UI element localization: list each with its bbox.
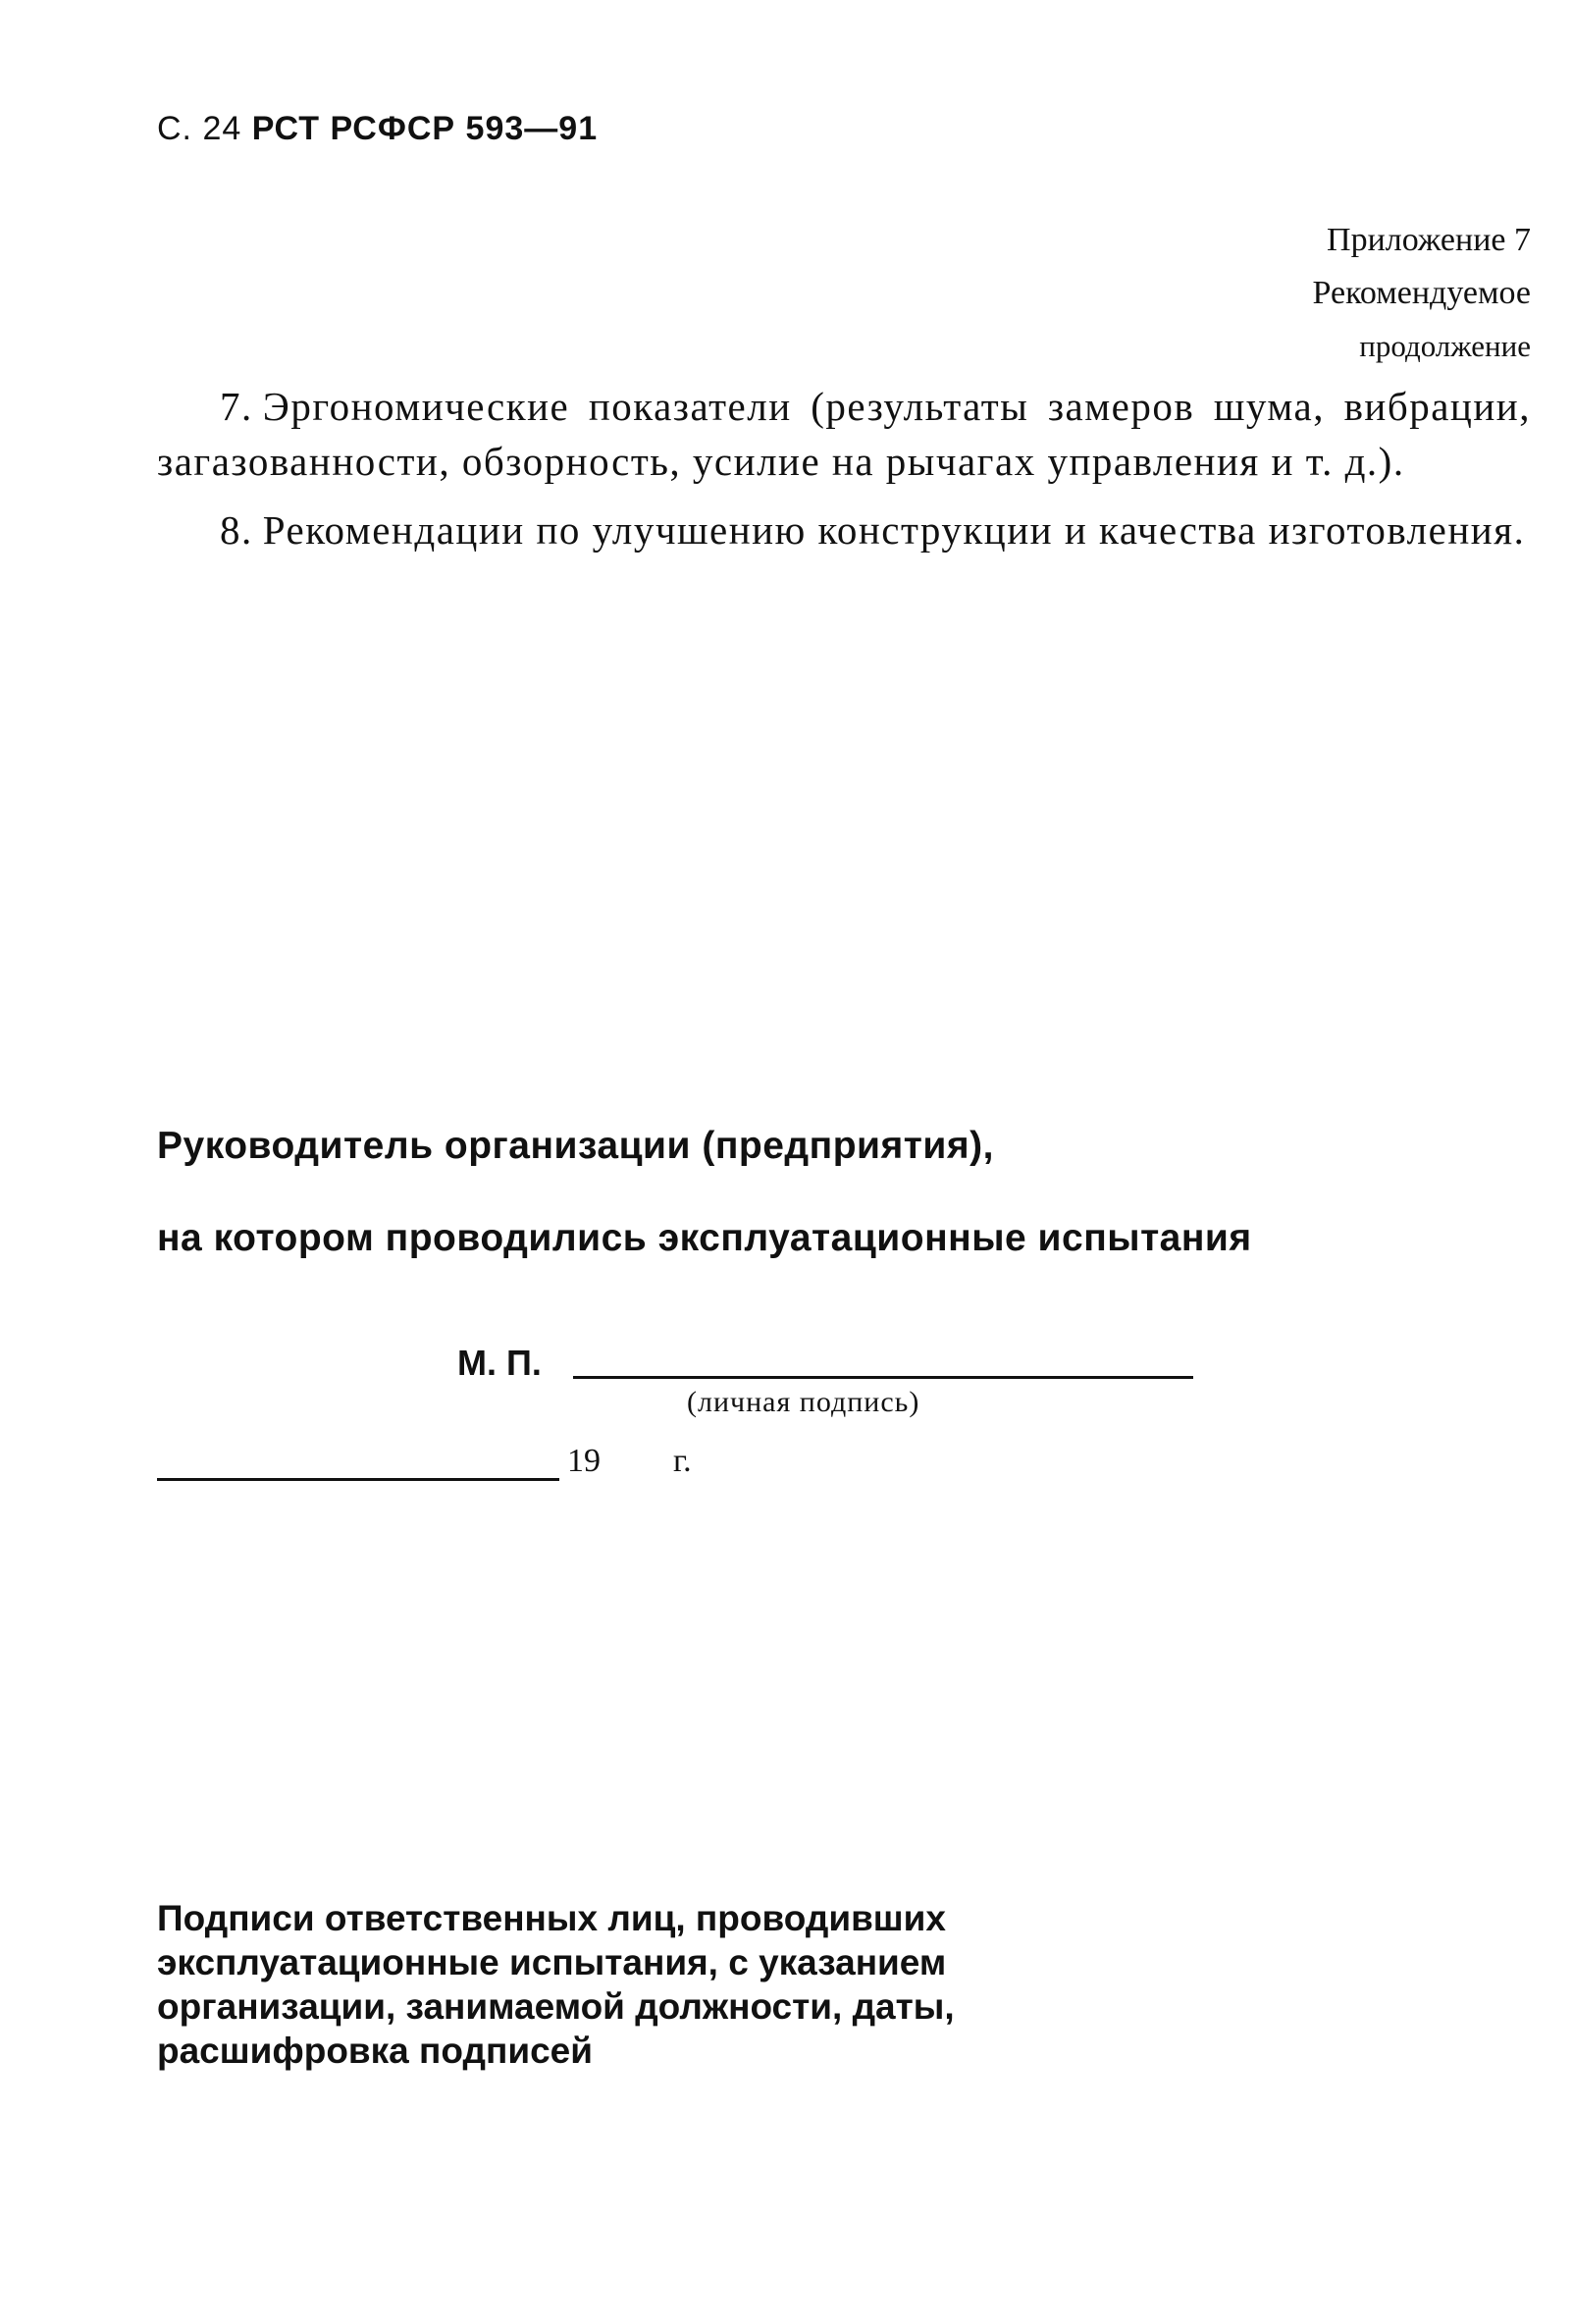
item-text: Эргономические показатели (результаты замеров шума, вибрации, загазованности, обзорность, усилие на рычагах управления и т. д.).	[157, 384, 1531, 484]
appendix-title: Приложение 7	[1327, 222, 1531, 258]
date-line	[157, 1478, 559, 1481]
responsible-line: расшифровка подписей	[157, 2031, 593, 2071]
items-list	[157, 379, 1531, 571]
item-text: Рекомендации по улучшению конструкции и качества изготовления.	[262, 507, 1526, 553]
item-number: 7.	[220, 384, 253, 429]
signature-line	[573, 1376, 1193, 1379]
standard-code: РСТ РСФСР 593—91	[251, 110, 599, 147]
list-item	[157, 502, 1531, 557]
signature-caption: (личная подпись)	[687, 1386, 920, 1418]
item-number: 8.	[220, 507, 253, 553]
date-year-prefix: 19	[567, 1443, 601, 1479]
responsible-line: организации, занимаемой должности, даты,	[157, 1986, 955, 2027]
page-number: С. 24	[157, 110, 242, 147]
responsible-signatures-note	[157, 1896, 1138, 2073]
signature-heading-line1: Руководитель организации (предприятия),	[157, 1125, 994, 1167]
appendix-type: Рекомендуемое	[1312, 275, 1531, 311]
responsible-line: эксплуатационные испытания, с указанием	[157, 1942, 947, 1982]
date-year-suffix: г.	[673, 1443, 692, 1479]
page-header	[157, 110, 598, 148]
appendix-label	[1313, 214, 1531, 373]
list-item	[157, 379, 1531, 489]
seal-label: М. П.	[457, 1343, 542, 1383]
seal-row	[457, 1343, 542, 1384]
signature-heading-line2: на котором проводились эксплуатационные испытания	[157, 1217, 1252, 1259]
appendix-continuation: продолжение	[1359, 329, 1531, 363]
responsible-line: Подписи ответственных лиц, проводивших	[157, 1898, 946, 1938]
